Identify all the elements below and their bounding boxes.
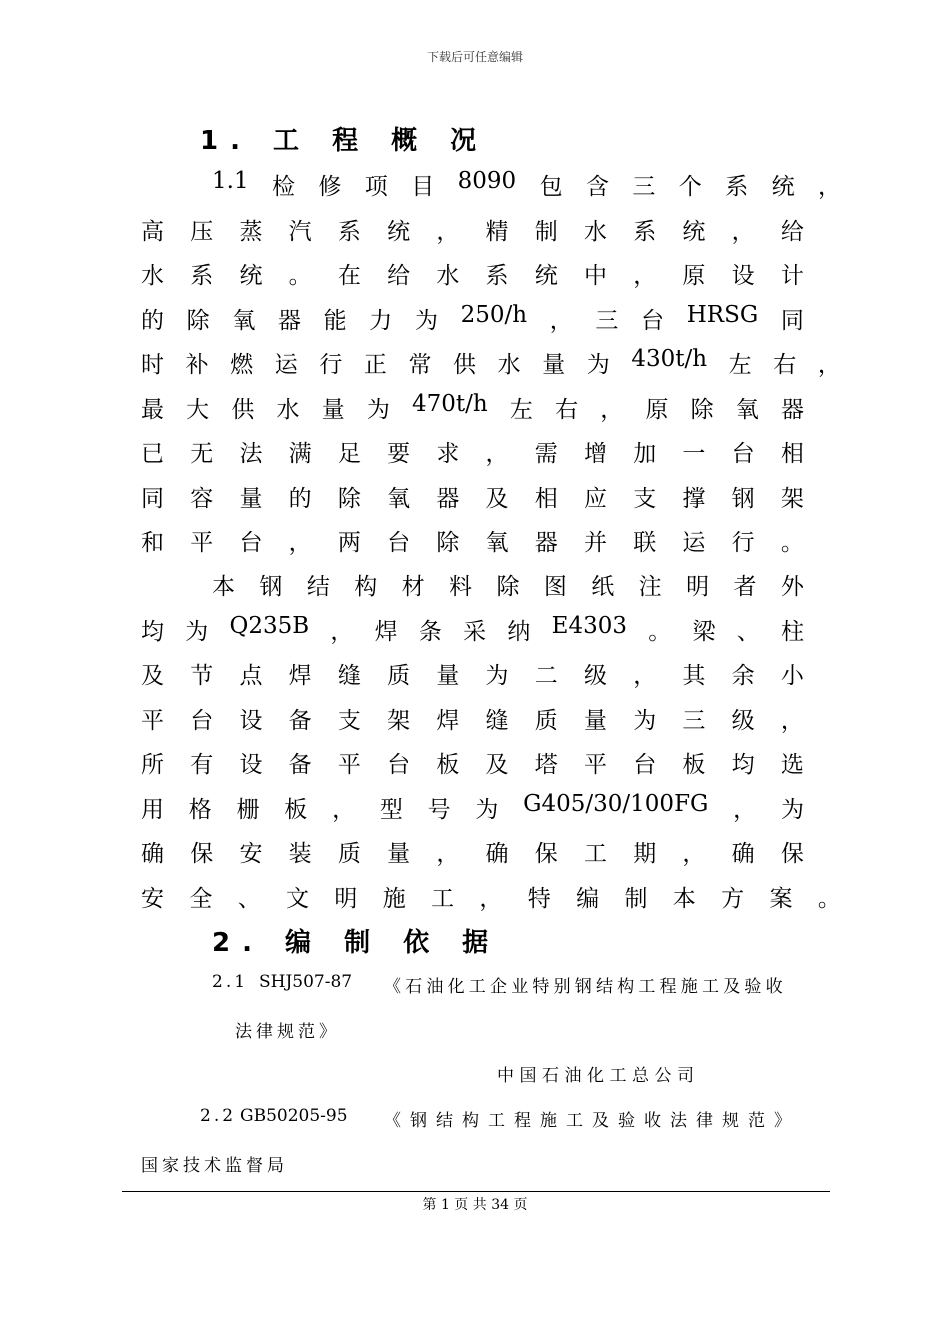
text-token: 板	[436, 752, 460, 778]
text-token: 和	[141, 530, 164, 556]
text-token: 设	[731, 263, 755, 289]
text-token: 备	[288, 752, 312, 778]
text-token: 有	[190, 752, 214, 778]
text-token: 撑	[682, 486, 706, 512]
text-token: 水	[141, 263, 164, 289]
text-token: 纸	[591, 574, 615, 600]
text-token: 统	[239, 263, 263, 289]
text-token: 量	[387, 841, 411, 867]
text-token: 保	[780, 841, 804, 867]
text-token: 质	[337, 841, 361, 867]
text-token: 平	[141, 708, 164, 734]
text-token: HRSG	[686, 302, 759, 328]
text-token: 水	[497, 352, 521, 378]
text-token: 采	[463, 619, 487, 645]
text-token: 系	[633, 219, 657, 245]
text-token: 、	[736, 619, 760, 645]
text-token: 量	[436, 663, 460, 689]
text-token: 为	[780, 797, 804, 823]
text-token: 供	[231, 397, 255, 423]
text-token: 统	[534, 263, 558, 289]
text-token: 为	[366, 397, 390, 423]
text-token: 除	[337, 486, 361, 512]
reference-2-1-title: 《石油化工企业特别钢结构工程施工及验收	[384, 977, 787, 997]
text-token: ，	[436, 841, 460, 867]
text-token: 确	[141, 841, 164, 867]
reference-2-1-number: 2.1	[212, 972, 249, 992]
text-line	[141, 746, 804, 779]
reference-2-1-code: SHJ507-87	[259, 972, 353, 992]
text-token: 格	[188, 797, 212, 823]
text-token: 余	[731, 663, 755, 689]
text-token: 足	[337, 441, 361, 467]
text-line	[141, 435, 804, 468]
text-token: 蒸	[239, 219, 263, 245]
text-token: 三	[632, 174, 656, 200]
text-token: 检	[271, 174, 295, 200]
text-token: 左	[509, 397, 533, 423]
text-line	[141, 302, 804, 335]
text-token: 节	[190, 663, 214, 689]
text-line	[141, 346, 841, 379]
text-token: 钢	[731, 486, 755, 512]
text-token: 最	[141, 397, 164, 423]
text-token: ，	[436, 219, 460, 245]
text-token: 氧	[387, 486, 411, 512]
text-token: 平	[583, 752, 607, 778]
text-token: 目	[411, 174, 435, 200]
text-token: 氧	[232, 308, 256, 334]
text-token: 行	[731, 530, 755, 556]
text-token: 确	[485, 841, 509, 867]
text-token: 设	[239, 708, 263, 734]
text-token: ，	[332, 797, 356, 823]
text-token: 左	[728, 352, 752, 378]
text-token: 水	[276, 397, 300, 423]
text-token: 量	[583, 708, 607, 734]
text-token: 满	[288, 441, 312, 467]
text-token: 均	[141, 619, 164, 645]
text-line	[141, 791, 804, 824]
text-token: 器	[780, 397, 804, 423]
text-token: 原	[682, 263, 706, 289]
text-line	[141, 213, 804, 246]
text-token: 补	[185, 352, 209, 378]
text-token: 本	[672, 886, 696, 912]
text-line	[212, 568, 804, 601]
text-token: 制	[534, 219, 558, 245]
page-header: 下载后可任意编辑	[426, 50, 523, 64]
text-token: 支	[633, 486, 657, 512]
text-token: 构	[354, 574, 378, 600]
text-token: 含	[585, 174, 609, 200]
text-token: 1.1	[212, 168, 249, 194]
text-token: Q235B	[229, 613, 310, 639]
text-token: E4303	[551, 613, 627, 639]
text-token: ，	[733, 797, 757, 823]
text-token: ，	[682, 841, 706, 867]
text-token: 钢	[259, 574, 283, 600]
text-token: 板	[284, 797, 308, 823]
reference-2-2-title: 《 钢 结 构 工 程 施 工 及 验 收 法 律 规 范 》	[384, 1111, 793, 1131]
text-token: 用	[141, 797, 164, 823]
text-token: 量	[239, 486, 263, 512]
text-token: 个	[678, 174, 702, 200]
reference-2-1-title-cont: 法律规范》	[235, 1022, 340, 1042]
text-token: 及	[141, 663, 164, 689]
text-token: ，	[330, 619, 354, 645]
text-token: 统	[682, 219, 706, 245]
text-token: 架	[780, 486, 804, 512]
text-token: 为	[485, 663, 509, 689]
text-token: ，	[600, 397, 624, 423]
text-token: 其	[682, 663, 706, 689]
text-token: 量	[321, 397, 345, 423]
text-token: 塔	[534, 752, 558, 778]
text-token: 运	[682, 530, 706, 556]
section-1-title: 1. 工 程 概 况	[200, 126, 489, 156]
text-token: 设	[239, 752, 263, 778]
text-token: 保	[534, 841, 558, 867]
text-token: 三	[682, 708, 706, 734]
text-token: 除	[496, 574, 520, 600]
text-token: 结	[306, 574, 330, 600]
text-token: 架	[387, 708, 411, 734]
text-token: 焊	[374, 619, 398, 645]
text-token: 所	[141, 752, 164, 778]
text-token: 台	[387, 752, 411, 778]
text-token: 并	[583, 530, 607, 556]
text-token: 台	[731, 441, 755, 467]
text-token: 备	[288, 708, 312, 734]
text-token: G405/30/100FG	[523, 791, 709, 817]
text-token: 为	[475, 797, 499, 823]
text-token: 期	[633, 841, 657, 867]
text-token: 8090	[457, 168, 517, 194]
text-token: 修	[318, 174, 342, 200]
text-token: 器	[277, 308, 301, 334]
text-token: 应	[583, 486, 607, 512]
text-token: 一	[682, 441, 706, 467]
text-token: ，	[485, 441, 509, 467]
text-token: 台	[633, 752, 657, 778]
text-token: 选	[780, 752, 804, 778]
text-token: 要	[387, 441, 411, 467]
text-token: 图	[543, 574, 567, 600]
text-token: 焊	[288, 663, 312, 689]
text-token: 文	[286, 886, 310, 912]
text-token: 案	[769, 886, 793, 912]
text-token: 统	[387, 219, 411, 245]
reference-2-2-number: 2.2	[200, 1106, 237, 1126]
text-token: 梁	[692, 619, 716, 645]
text-token: 安	[141, 886, 164, 912]
text-token: 施	[382, 886, 406, 912]
text-token: 确	[731, 841, 755, 867]
text-token: 已	[141, 441, 164, 467]
text-token: ，	[731, 219, 755, 245]
text-line	[141, 613, 804, 646]
text-token: 型	[379, 797, 403, 823]
text-token: 联	[633, 530, 657, 556]
text-token: 时	[141, 352, 164, 378]
text-token: 及	[485, 752, 509, 778]
text-token: 为	[633, 708, 657, 734]
text-token: 及	[485, 486, 509, 512]
text-token: 三	[595, 308, 619, 334]
text-token: 为	[414, 308, 438, 334]
text-token: 除	[690, 397, 714, 423]
text-token: 台	[190, 708, 214, 734]
text-token: 行	[319, 352, 343, 378]
text-token: ，	[780, 708, 804, 734]
text-token: 原	[645, 397, 669, 423]
text-token: 板	[682, 752, 706, 778]
text-token: 项	[364, 174, 388, 200]
text-token: 除	[436, 530, 460, 556]
text-token: 右	[555, 397, 579, 423]
text-token: 加	[633, 441, 657, 467]
text-token: 给	[780, 219, 804, 245]
reference-2-2-code: GB50205-95	[240, 1106, 348, 1126]
text-token: 无	[190, 441, 214, 467]
text-token: 质	[534, 708, 558, 734]
text-token: 同	[141, 486, 164, 512]
text-token: 同	[780, 308, 804, 334]
text-token: 栅	[236, 797, 260, 823]
text-token: 两	[337, 530, 361, 556]
reference-2-2-issuer: 国家技术监督局	[141, 1156, 288, 1176]
text-token: 在	[337, 263, 361, 289]
text-token: 。	[817, 886, 841, 912]
text-token: 的	[288, 486, 312, 512]
text-token: 常	[408, 352, 432, 378]
text-line	[141, 880, 841, 913]
text-token: 容	[190, 486, 214, 512]
reference-2-1-issuer: 中国石油化工总公司	[497, 1066, 700, 1086]
text-token: 运	[274, 352, 298, 378]
text-token: 号	[427, 797, 451, 823]
text-token: 均	[731, 752, 755, 778]
text-token: 安	[239, 841, 263, 867]
text-line	[212, 168, 841, 201]
text-token: 为	[586, 352, 610, 378]
text-token: ，	[549, 308, 573, 334]
text-token: 工	[431, 886, 455, 912]
text-line	[141, 524, 804, 557]
text-token: 明	[686, 574, 710, 600]
text-token: 430t/h	[631, 346, 708, 372]
text-token: 方	[721, 886, 745, 912]
text-token: 氧	[485, 530, 509, 556]
text-token: 缝	[485, 708, 509, 734]
text-token: 燃	[230, 352, 254, 378]
text-token: ，	[288, 530, 312, 556]
text-token: 台	[239, 530, 263, 556]
text-token: 大	[186, 397, 210, 423]
text-token: ，	[633, 663, 657, 689]
text-token: 焊	[436, 708, 460, 734]
text-token: 汽	[288, 219, 312, 245]
text-token: 本	[212, 574, 235, 600]
text-token: 级	[731, 708, 755, 734]
text-token: 柱	[781, 619, 804, 645]
text-token: 、	[237, 886, 261, 912]
page-number: 第 1 页 共 34 页	[422, 1197, 528, 1213]
section-2-title: 2. 编 制 依 据	[212, 928, 501, 958]
text-token: 条	[418, 619, 442, 645]
text-token: 工	[583, 841, 607, 867]
text-token: 精	[485, 219, 509, 245]
text-token: 纳	[507, 619, 531, 645]
text-token: 需	[534, 441, 558, 467]
text-token: ，	[818, 174, 841, 200]
text-token: 增	[583, 441, 607, 467]
text-token: 中	[583, 263, 607, 289]
text-token: 压	[190, 219, 214, 245]
text-token: 供	[453, 352, 477, 378]
text-line	[141, 702, 804, 735]
text-token: 器	[436, 486, 460, 512]
text-token: 台	[387, 530, 411, 556]
text-token: 材	[401, 574, 425, 600]
text-token: 统	[771, 174, 795, 200]
text-token: 470t/h	[412, 391, 488, 417]
text-line	[141, 257, 804, 290]
text-token: 给	[387, 263, 411, 289]
text-token: 系	[485, 263, 509, 289]
text-token: 系	[337, 219, 361, 245]
text-token: 制	[624, 886, 648, 912]
text-token: 能	[323, 308, 347, 334]
text-token: 器	[534, 530, 558, 556]
text-token: 水	[436, 263, 460, 289]
text-token: 水	[583, 219, 607, 245]
text-token: 注	[638, 574, 662, 600]
text-token: 计	[780, 263, 804, 289]
text-token: 二	[534, 663, 558, 689]
text-token: 250/h	[460, 302, 528, 328]
text-token: ，	[817, 352, 841, 378]
text-token: 级	[583, 663, 607, 689]
text-token: 除	[186, 308, 210, 334]
text-token: 为	[185, 619, 209, 645]
text-token: 。	[780, 530, 804, 556]
text-token: 。	[648, 619, 672, 645]
text-token: 高	[141, 219, 164, 245]
text-token: 系	[190, 263, 214, 289]
text-token: 量	[542, 352, 566, 378]
text-token: 全	[189, 886, 213, 912]
text-token: 系	[725, 174, 749, 200]
text-token: 法	[239, 441, 263, 467]
text-token: 小	[780, 663, 804, 689]
text-token: 平	[337, 752, 361, 778]
text-token: 编	[576, 886, 600, 912]
text-token: 明	[334, 886, 358, 912]
text-token: 者	[733, 574, 757, 600]
text-token: 相	[534, 486, 558, 512]
text-line	[141, 391, 804, 424]
text-line	[141, 657, 804, 690]
text-token: 求	[436, 441, 460, 467]
text-token: 特	[527, 886, 551, 912]
text-token: 相	[780, 441, 804, 467]
text-token: 装	[288, 841, 312, 867]
text-token: 支	[337, 708, 361, 734]
text-token: 缝	[337, 663, 361, 689]
text-token: 料	[449, 574, 473, 600]
text-token: 。	[288, 263, 312, 289]
text-token: ，	[633, 263, 657, 289]
text-line	[141, 480, 804, 513]
text-token: 右	[773, 352, 797, 378]
text-token: 正	[363, 352, 387, 378]
text-token: 点	[239, 663, 263, 689]
text-token: 氧	[735, 397, 759, 423]
text-token: 台	[641, 308, 665, 334]
text-token: 包	[539, 174, 563, 200]
text-token: 的	[141, 308, 164, 334]
text-token: 平	[190, 530, 214, 556]
text-token: 质	[387, 663, 411, 689]
footer-rule	[122, 1191, 830, 1192]
text-token: 力	[369, 308, 393, 334]
text-token: 保	[190, 841, 214, 867]
text-token: 外	[780, 574, 804, 600]
text-line	[141, 835, 804, 868]
text-token: ，	[479, 886, 503, 912]
